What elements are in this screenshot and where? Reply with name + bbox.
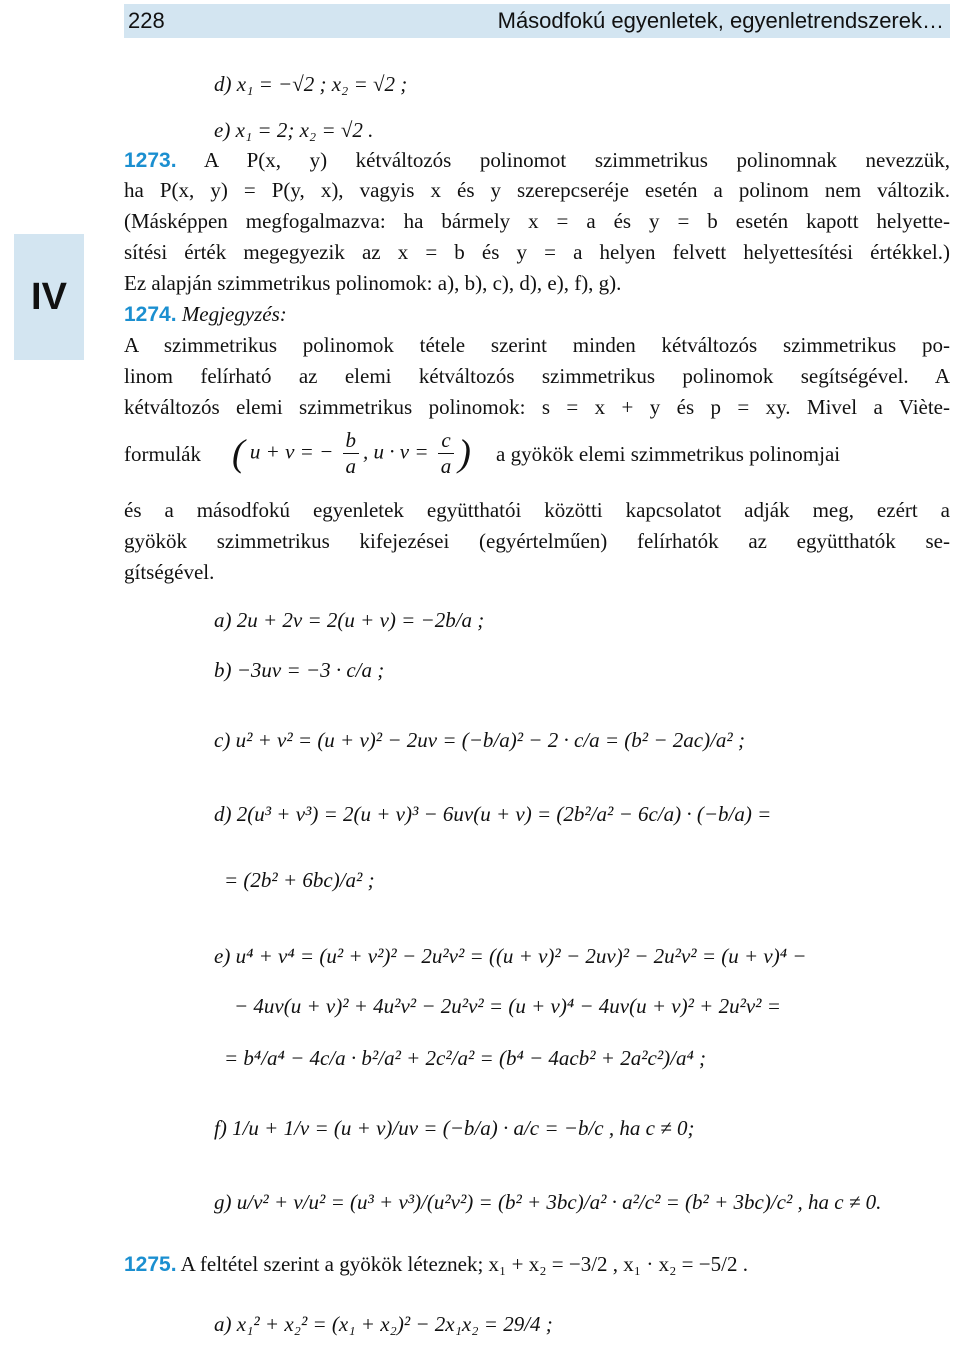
problem-1273-line-1 bbox=[124, 148, 950, 173]
problem-1274-line-5: és a másodfokú egyenletek együtthatói közötti kapcsolatot adják meg, ezért a bbox=[124, 498, 950, 522]
equation-f: f) 1/u + 1/v = (u + v)/uv = (−b/a) · a/c = −b/c , ha c ≠ 0; bbox=[214, 1116, 695, 1140]
equation-e-cont-2: = b⁴/a⁴ − 4c/a · b²/a² + 2c²/a² = (b⁴ − 4acb² + 2a²c²)/a⁴ ; bbox=[224, 1046, 706, 1070]
equation-c: c) u² + v² = (u + v)² − 2uv = (−b/a)² − 2 · c/a = (b² − 2ac)/a² ; bbox=[214, 728, 745, 752]
equation-g: g) u/v² + v/u² = (u³ + v³)/(u²v²) = (b² + 3bc)/a² · a²/c² = (b² + 3bc)/c² , ha c ≠ 0. bbox=[214, 1190, 882, 1214]
problem-1273-line-4: sítési érték megegyezik az x = b és y = a helyen felvett helyettesítési értékkel.) bbox=[124, 240, 950, 264]
equation-e-cont-1: − 4uv(u + v)² + 4u²v² − 2u²v² = (u + v)⁴ − 4uv(u + v)² + 2u²v² = bbox=[234, 994, 781, 1018]
page-header bbox=[124, 4, 950, 38]
problem-1274-line-3: kétváltozós elemi szimmetrikus polinomok: s = x + y és p = xy. Mivel a Viète- bbox=[124, 395, 950, 419]
problem-1275-line bbox=[124, 1252, 748, 1277]
equation-d: d) 2(u³ + v³) = 2(u + v)³ − 6uv(u + v) = (2b²/a² − 6c/a) · (−b/a) = bbox=[214, 802, 772, 826]
equation-e: e) u⁴ + v⁴ = (u² + v²)² − 2u²v² = ((u + v)² − 2uv)² − 2u²v² = (u + v)⁴ − bbox=[214, 944, 807, 968]
equation-d-cont: = (2b² + 6bc)/a² ; bbox=[224, 868, 375, 892]
problem-1274-heading bbox=[124, 302, 287, 327]
problem-1275-text: A feltétel szerint a gyökök léteznek; x₁ + x₂ = −3/2 , x₁ · x₂ = −5/2 . bbox=[180, 1252, 748, 1276]
problem-1274-line-4a: formulák bbox=[124, 442, 201, 466]
equation-1275-a: a) x₁² + x₂² = (x₁ + x₂)² − 2x₁x₂ = 29/4 ; bbox=[214, 1312, 553, 1336]
problem-1273-line-5: Ez alapján szimmetrikus polinomok: a), b), c), d), e), f), g). bbox=[124, 271, 622, 295]
problem-1274-line-2: linom felírható az elemi kétváltozós szimmetrikus polinomok segítségével. A bbox=[124, 364, 950, 388]
problem-1274-line-4b: a gyökök elemi szimmetrikus polinomjai bbox=[496, 442, 841, 466]
chapter-tab bbox=[14, 234, 84, 360]
note-label: Megjegyzés: bbox=[181, 302, 287, 326]
problem-1274-line-1: A szimmetrikus polinomok tétele szerint minden kétváltozós szimmetrikus po- bbox=[124, 333, 950, 357]
equation-b: b) −3uv = −3 · c/a ; bbox=[214, 658, 385, 682]
problem-number-1274: 1274. bbox=[124, 303, 177, 326]
chapter-tab-label: IV bbox=[31, 275, 67, 318]
equation-a: a) 2u + 2v = 2(u + v) = −2b/a ; bbox=[214, 608, 485, 632]
problem-1273-line-3: (Másképpen megfogalmazva: ha bármely x = a és y = b esetén kapott helyette- bbox=[124, 209, 950, 233]
problem-number-1275: 1275. bbox=[124, 1253, 177, 1276]
problem-1273-text-1: A P(x, y) kétváltozós polinomot szimmetrikus polinomnak nevezzük, bbox=[204, 148, 950, 172]
chapter-title: Másodfokú egyenletek, egyenletrendszerek… bbox=[497, 8, 944, 33]
problem-1274-line-6: gyökök szimmetrikus kifejezései (egyértelműen) felírhatók az együtthatók se- bbox=[124, 529, 950, 553]
page-number: 228 bbox=[128, 8, 165, 33]
problem-1274-line-7: gítségével. bbox=[124, 560, 215, 584]
answer-e: e) x₁ = 2; x₂ = √2 . bbox=[214, 118, 374, 142]
answer-d: d) x₁ = −√2 ; x₂ = √2 ; bbox=[214, 72, 408, 96]
problem-number-1273: 1273. bbox=[124, 149, 177, 172]
viete-formula: ( u + v = − $\frac{b}{a}$ , u · v = $\frac{c}{a}$ ) bbox=[232, 428, 471, 478]
problem-1273-line-2: ha P(x, y) = P(y, x), vagyis x és y szerepcseréje esetén a polinom nem változik. bbox=[124, 178, 950, 202]
